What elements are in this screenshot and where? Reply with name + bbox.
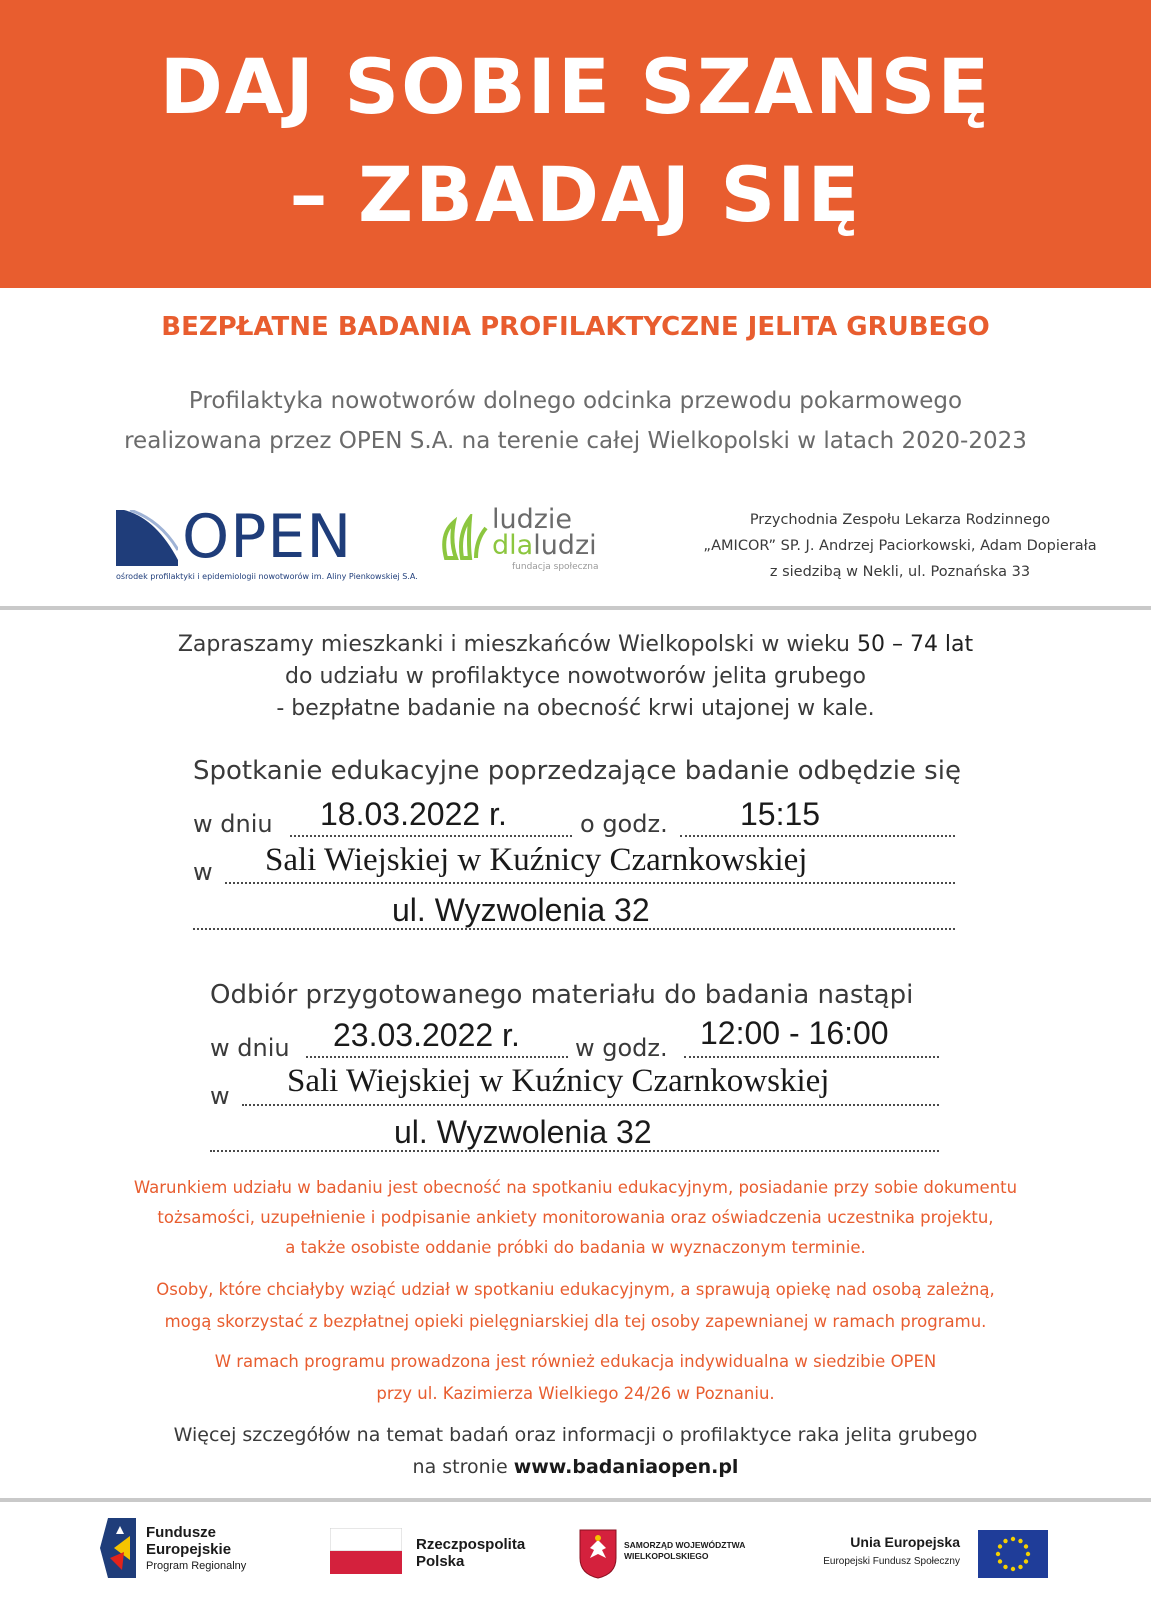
pickup-place-value: Sali Wiejskiej w Kuźnicy Czarnkowskiej: [287, 1063, 830, 1099]
more-info-line-1: Więcej szczegółów na temat badań oraz informacji o profilaktyce raka jelita grubego: [173, 1424, 978, 1446]
eu-star-icon: [1011, 1567, 1015, 1571]
conditions-p2-line-1: Osoby, które chciałyby wziąć udział w spotkaniu edukacyjnym, a sprawują opiekę nad osobą zależną,: [156, 1280, 995, 1299]
eu-label: [800, 1532, 960, 1572]
meeting-date-value: 18.03.2022 r.: [320, 796, 507, 832]
pickup-date-value: 23.03.2022 r.: [333, 1017, 520, 1053]
ldl-word-2: [492, 530, 597, 561]
invite-line-2: do udziału w profilaktyce nowotworów jelita grubego: [285, 664, 866, 689]
website-link[interactable]: www.badaniaopen.pl: [513, 1456, 739, 1478]
meeting-heading: Spotkanie edukacyjne poprzedzające badanie odbędzie się: [193, 756, 961, 786]
ldl-word-1: ludzie: [492, 504, 573, 535]
wielkopolska-coat-of-arms-icon: [578, 1528, 618, 1580]
meeting-place-value: Sali Wiejskiej w Kuźnicy Czarnkowskiej: [265, 842, 808, 878]
pickup-time-value: 12:00 - 16:00: [700, 1015, 889, 1051]
pickup-place-label: w: [210, 1082, 230, 1110]
meeting-time-line: [680, 835, 955, 837]
conditions-p2-line-2: mogą skorzystać z bezpłatnej opieki pielęgniarskiej dla tej osoby zapewnianej w ramach programu.: [164, 1312, 987, 1331]
eu-star-icon: [998, 1559, 1002, 1563]
open-logo-mark-icon: [116, 510, 178, 566]
wielkopolska-line-1: SAMORZĄD WOJEWÓDZTWA: [624, 1540, 746, 1550]
poland-flag-icon: [330, 1528, 402, 1574]
conditions-p3-line-2: przy ul. Kazimierza Wielkiego 24/26 w Poznaniu.: [376, 1384, 775, 1403]
conditions-p1-line-3: a także osobiste oddanie próbki do badania w wyznaczonym terminie.: [285, 1238, 866, 1257]
divider-bottom: [0, 1498, 1151, 1502]
eu-star-icon: [1018, 1565, 1022, 1569]
clinic-line-2: „AMICOR” SP. J. Andrzej Paciorkowski, Adam Dopierała: [703, 538, 1097, 554]
ldl-word-ludzi: ludzi: [533, 530, 597, 561]
meeting-place-label: w: [193, 858, 213, 886]
clinic-line-1: Przychodnia Zespołu Lekarza Rodzinnego: [749, 512, 1051, 528]
leaf-icon: [440, 514, 488, 564]
eu-flag-icon: [978, 1530, 1048, 1578]
meeting-date-line: [290, 835, 572, 837]
clinic-line-3: z siedzibą w Nekli, ul. Poznańska 33: [769, 564, 1031, 580]
open-logo-caption: ośrodek profilaktyki i epidemiologii nowotworów im. Aliny Pienkowskiej S.A.: [116, 572, 418, 581]
more-info-line-2: [0, 1456, 1151, 1478]
more-info-prefix: na stronie: [412, 1456, 514, 1478]
ldl-word-dla: dla: [492, 530, 534, 561]
eu-star-icon: [996, 1552, 1000, 1556]
invite-line-1: [0, 632, 1151, 657]
open-logo: [116, 502, 418, 588]
intro-line-1: Profilaktyka nowotworów dolnego odcinka przewodu pokarmowego: [188, 388, 963, 414]
european-funds-label: [146, 1524, 246, 1575]
european-funds-line-3: Program Regionalny: [146, 1560, 247, 1572]
eu-star-icon: [1018, 1539, 1022, 1543]
eu-star-icon: [1003, 1565, 1007, 1569]
poland-line-1: Rzeczpospolita: [416, 1536, 526, 1553]
headline-line-2: – ZBADAJ SIĘ: [289, 150, 862, 239]
meeting-date-label: w dniu: [193, 810, 273, 838]
conditions-p1-line-1: Warunkiem udziału w badaniu jest obecność na spotkaniu edukacyjnym, posiadanie przy sobie dokumentu: [133, 1178, 1018, 1197]
invite-text: Zapraszamy mieszkanki i mieszkańców Wielkopolski w wieku: [177, 632, 857, 657]
intro-line-2: realizowana przez OPEN S.A. na terenie całej Wielkopolski w latach 2020-2023: [124, 428, 1027, 454]
age-range: 50 – 74 lat: [856, 632, 974, 657]
ludzie-dla-ludzi-logo: [440, 504, 640, 580]
eu-line-1: Unia Europejska: [850, 1534, 960, 1550]
pickup-date-label: w dniu: [210, 1034, 290, 1062]
meeting-address-value: ul. Wyzwolenia 32: [392, 892, 650, 928]
ldl-caption: fundacja społeczna: [512, 562, 599, 572]
wielkopolska-label: [624, 1540, 745, 1562]
open-logo-word: OPEN: [182, 502, 353, 572]
divider-top: [0, 606, 1151, 610]
invite-line-3: - bezpłatne badanie na obecność krwi utajonej w kale.: [276, 696, 875, 721]
poland-label: [416, 1536, 525, 1570]
pickup-date-line: [306, 1056, 568, 1058]
eu-star-icon: [1011, 1537, 1015, 1541]
meeting-time-label: o godz.: [580, 810, 668, 838]
pickup-time-label: w godz.: [575, 1034, 668, 1062]
eu-star-icon: [1024, 1544, 1028, 1548]
pickup-place-line: [242, 1104, 939, 1106]
eu-star-icon: [1024, 1559, 1028, 1563]
pickup-address-value: ul. Wyzwolenia 32: [394, 1114, 652, 1150]
eu-star-icon: [1003, 1539, 1007, 1543]
pickup-time-line: [684, 1056, 939, 1058]
poland-line-2: Polska: [416, 1553, 465, 1570]
program-subtitle: BEZPŁATNE BADANIA PROFILAKTYCZNE JELITA GRUBEGO: [161, 312, 990, 342]
eu-star-icon: [1026, 1552, 1030, 1556]
eu-star-icon: [998, 1544, 1002, 1548]
pickup-heading: Odbiór przygotowanego materiału do badania nastąpi: [210, 980, 914, 1010]
european-funds-line-1: Fundusze: [146, 1524, 216, 1541]
conditions-p3-line-1: W ramach programu prowadzona jest również edukacja indywidualna w siedzibie OPEN: [214, 1352, 937, 1371]
conditions-p1-line-2: tożsamości, uzupełnienie i podpisanie ankiety monitorowania oraz oświadczenia uczestnika projektu,: [157, 1208, 994, 1227]
eu-line-2: Europejski Fundusz Społeczny: [823, 1556, 960, 1567]
european-funds-line-2: Europejskie: [146, 1541, 232, 1558]
meeting-time-value: 15:15: [740, 796, 821, 832]
meeting-place-line: [225, 882, 955, 884]
european-funds-icon: [100, 1518, 136, 1578]
headline-line-1: DAJ SOBIE SZANSĘ: [159, 42, 992, 131]
wielkopolska-line-2: WIELKOPOLSKIEGO: [624, 1551, 709, 1561]
